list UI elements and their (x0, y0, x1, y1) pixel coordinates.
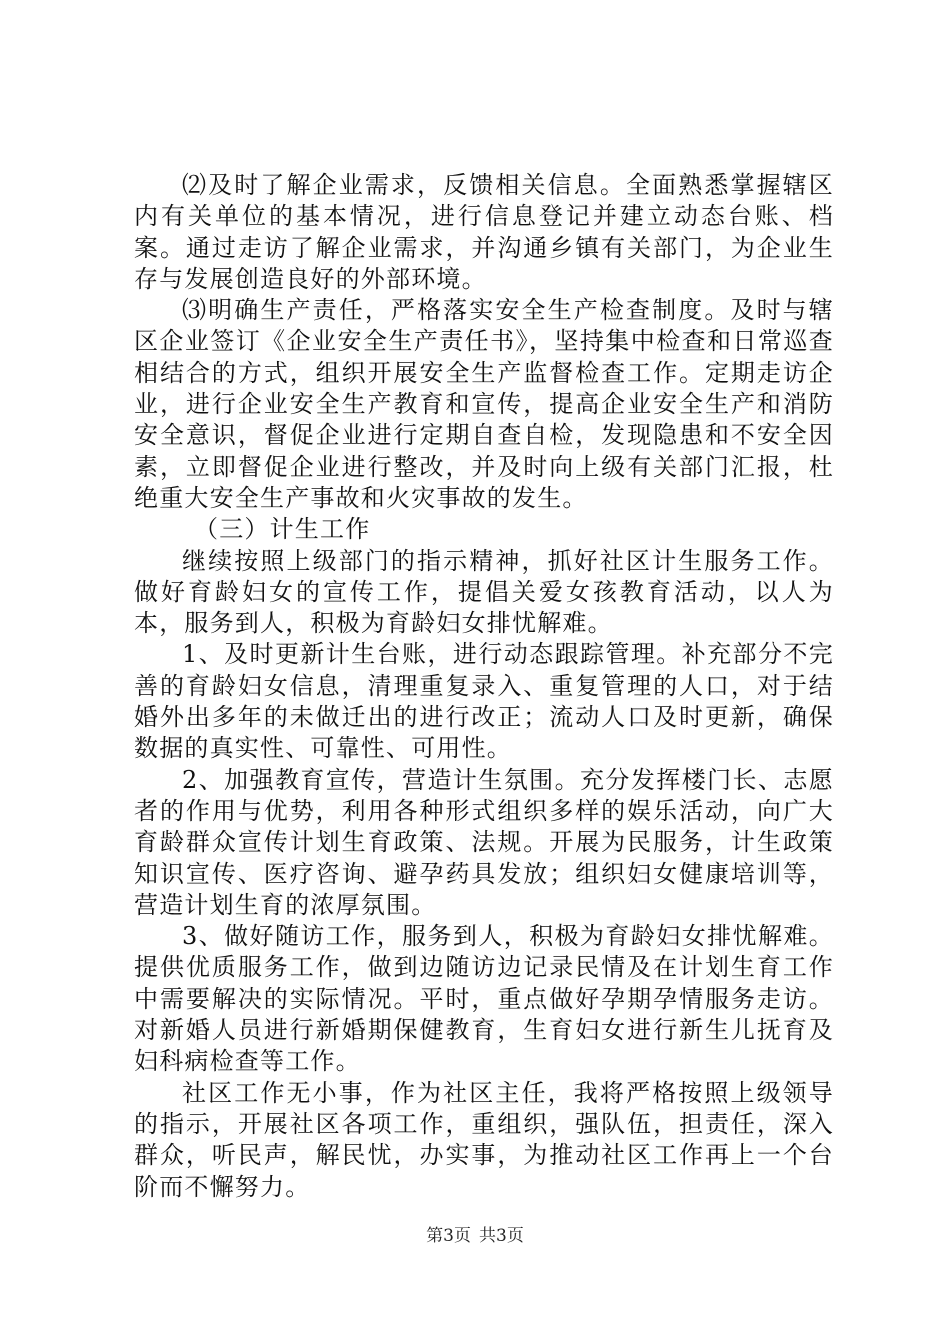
paragraph-conclusion: 社区工作无小事，作为社区主任，我将严格按照上级领导的指示，开展社区各项工作，重组织，强队伍，担责任，深入群众，听民声，解民忧，办实事，为推动社区工作再上一个台阶而不懈努力。 (134, 1078, 834, 1201)
section-heading-family-planning: （三）计生工作 (194, 515, 371, 544)
page-number: 第3页 (426, 1226, 471, 1246)
paragraph-point-3-follow-up: 3、做好随访工作，服务到人，积极为育龄妇女排忧解难。提供优质服务工作，做到边随访边记录民情及在计划生育工作中需要解决的实际情况。平时，重点做好孕期孕情服务走访。对新婚人员进行新婚期保健教育，生育妇女进行新生儿抚育及妇科病检查等工作。 (134, 922, 834, 1076)
paragraph-family-planning-intro: 继续按照上级部门的指示精神，抓好社区计生服务工作。做好育龄妇女的宣传工作，提倡关爱女孩教育活动，以人为本，服务到人，积极为育龄妇女排忧解难。 (134, 546, 834, 638)
paragraph-point-1-ledger: 1、及时更新计生台账，进行动态跟踪管理。补充部分不完善的育龄妇女信息，清理重复录入、重复管理的人口，对于结婚外出多年的未做迁出的进行改正；流动人口及时更新，确保数据的真实性、可靠性、可用性。 (134, 640, 834, 763)
document-body (134, 170, 834, 1203)
page-footer (0, 1226, 950, 1246)
paragraph-item-3-safety-responsibility: ⑶明确生产责任，严格落实安全生产检查制度。及时与辖区企业签订《企业安全生产责任书》，坚持集中检查和日常巡查相结合的方式，组织开展安全生产监督检查工作。定期走访企业，进行企业安全生产教育和宣传，提高企业安全生产和消防安全意识，督促企业进行定期自查自检，发现隐患和不安全因素，立即督促企业进行整改，并及时向上级有关部门汇报，杜绝重大安全生产事故和火灾事故的发生。 (134, 296, 834, 512)
paragraph-point-2-publicity: 2、加强教育宣传，营造计生氛围。充分发挥楼门长、志愿者的作用与优势，利用各种形式组织多样的娱乐活动，向广大育龄群众宣传计划生育政策、法规。开展为民服务，计生政策知识宣传、医疗咨询、避孕药具发放；组织妇女健康培训等，营造计划生育的浓厚氛围。 (134, 765, 834, 919)
page-total: 共3页 (479, 1226, 524, 1246)
paragraph-item-2-info-feedback: ⑵及时了解企业需求，反馈相关信息。全面熟悉掌握辖区内有关单位的基本情况，进行信息登记并建立动态台账、档案。通过走访了解企业需求，并沟通乡镇有关部门，为企业生存与发展创造良好的外部环境。 (134, 171, 834, 293)
